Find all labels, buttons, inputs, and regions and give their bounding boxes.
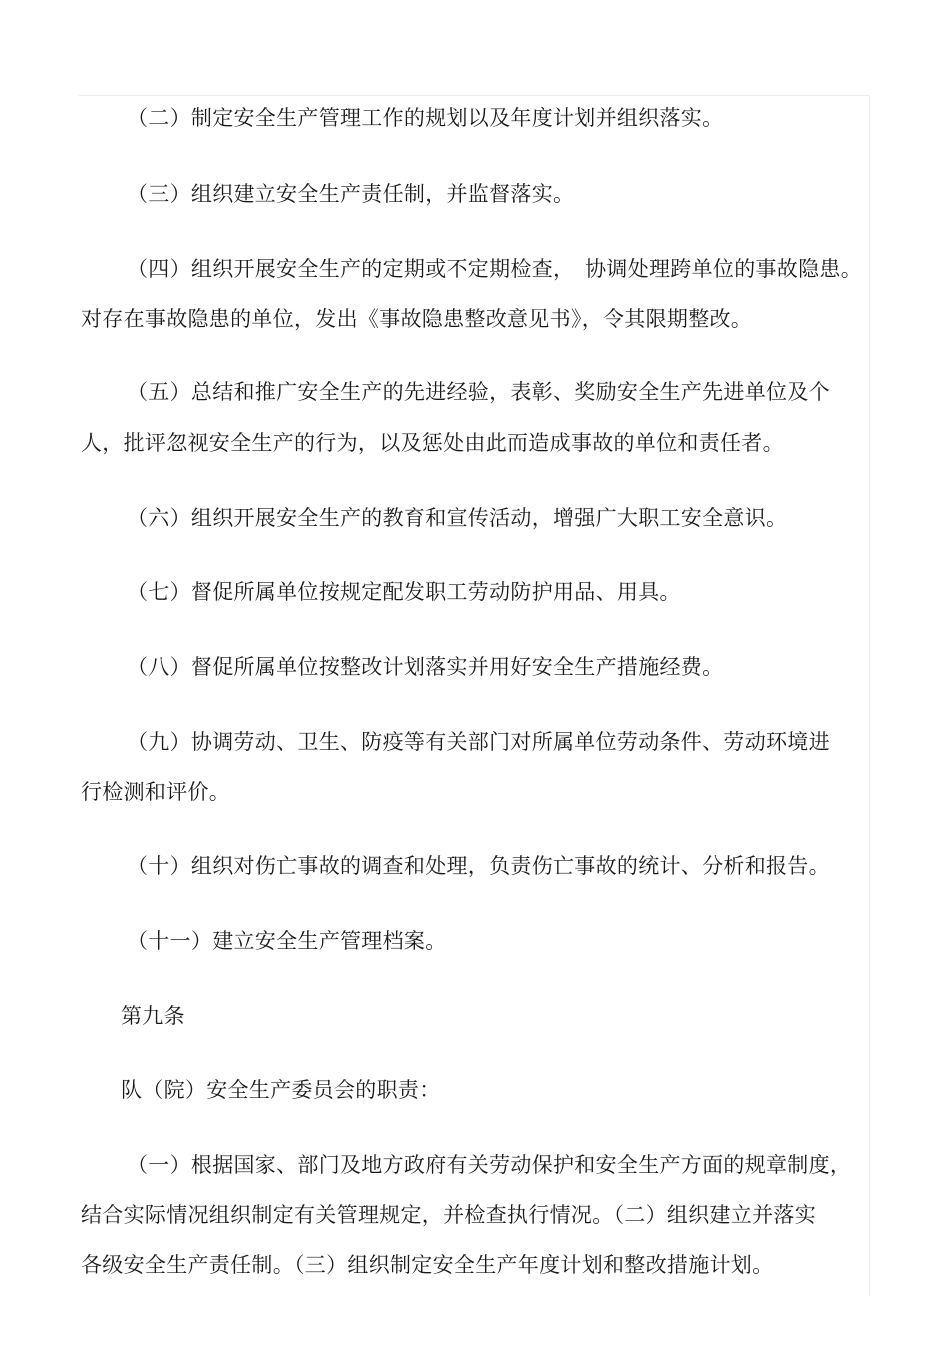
clause-9-line-2: 行检测和评价。 [81,780,231,804]
committee-clause-line-3: 各级安全生产责任制。（三）组织制定安全生产年度计划和整改措施计划。 [81,1253,774,1277]
clause-4-line-2: 对存在事故隐患的单位，发出《事故隐患整改意见书》，令其限期整改。 [81,307,753,331]
clause-5-line-1: （五）总结和推广安全生产的先进经验，表彰、奖励安全生产先进单位及个 [127,380,830,404]
clause-6: （六）组织开展安全生产的教育和宣传活动，增强广大职工安全意识。 [127,506,788,530]
clause-10: （十）组织对伤亡事故的调查和处理，负责伤亡事故的统计、分析和报告。 [127,854,830,878]
section-intro: 队（院）安全生产委员会的职责： [121,1078,441,1102]
clause-8: （八）督促所属单位按整改计划落实并用好安全生产措施经费。 [127,655,724,679]
clause-9-line-1: （九）协调劳动、卫生、防疫等有关部门对所属单位劳动条件、劳动环境进 [127,730,830,754]
committee-clause-line-1: （一）根据国家、部门及地方政府有关劳动保护和安全生产方面的规章制度， [127,1153,852,1177]
clause-11: （十一）建立安全生产管理档案。 [127,929,447,953]
clause-3: （三）组织建立安全生产责任制，并监督落实。 [127,182,575,206]
clause-7: （七）督促所属单位按规定配发职工劳动防护用品、用具。 [127,580,681,604]
clause-5-line-2: 人，批评忽视安全生产的行为，以及惩处由此而造成事故的单位和责任者。 [81,431,784,455]
committee-clause-line-2: 结合实际情况组织制定有关管理规定，并检查执行情况。（二）组织建立并落实 [81,1203,816,1227]
article-heading: 第九条 [121,1004,185,1028]
clause-2: （二）制定安全生产管理工作的规划以及年度计划并组织落实。 [127,106,724,130]
clause-4-line-1: （四）组织开展安全生产的定期或不定期检查， 协调处理跨单位的事故隐患。 [127,257,862,281]
